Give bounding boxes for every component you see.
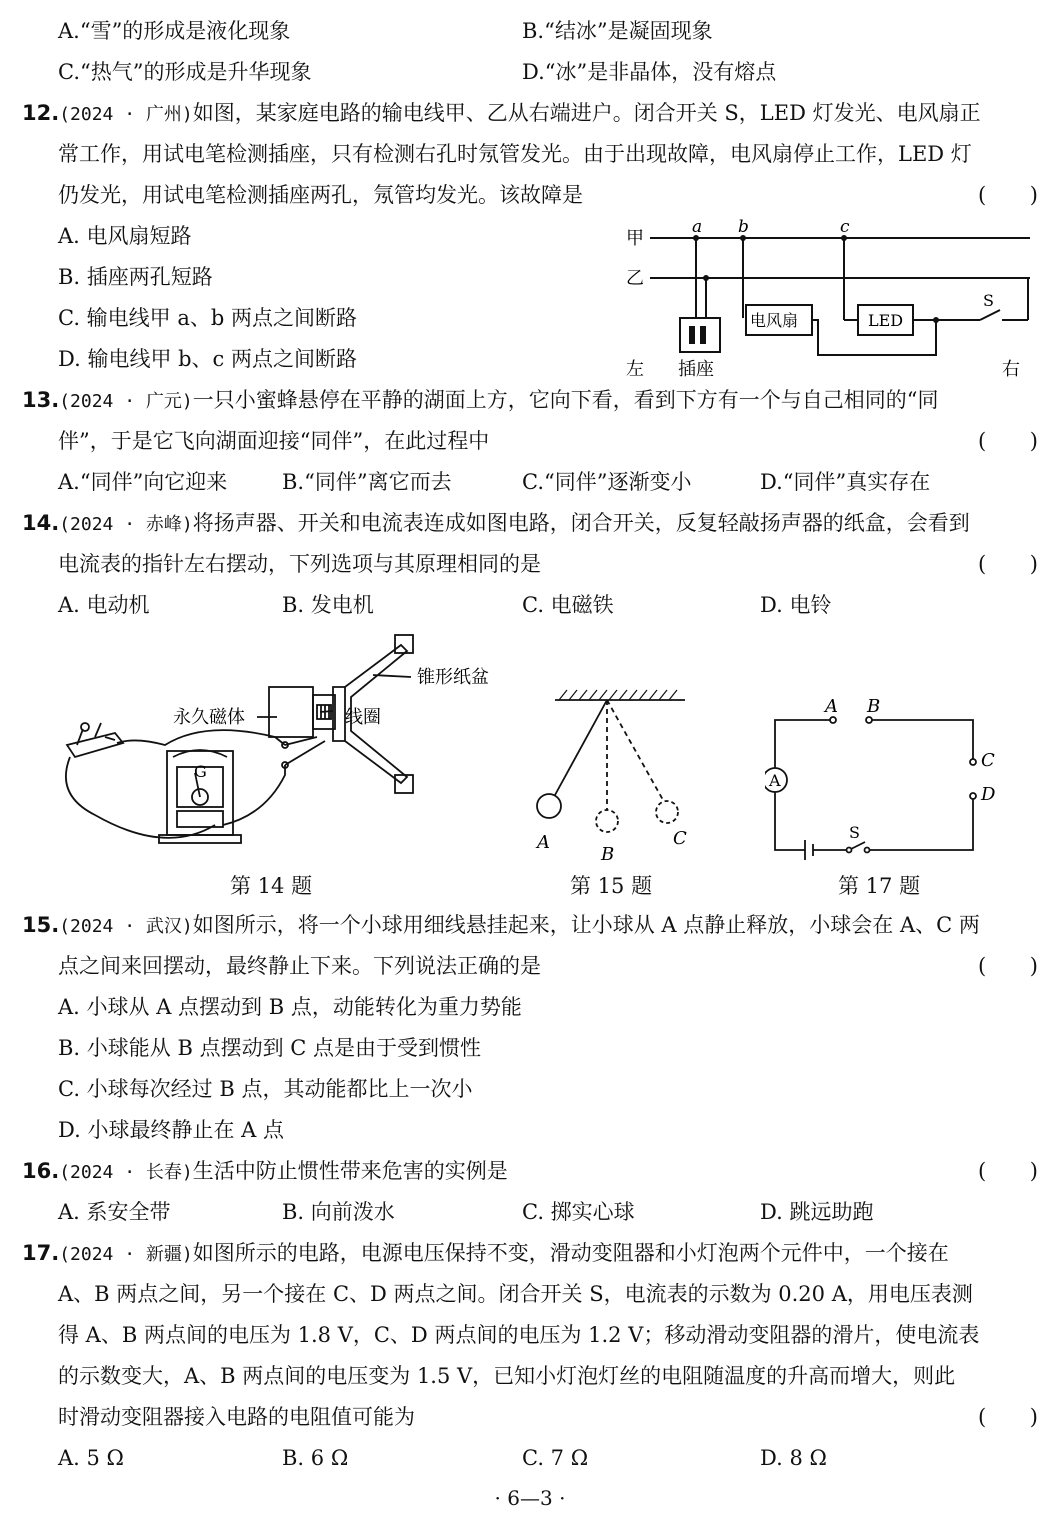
q15-option-d: D. 小球最终静止在 A 点 [58, 1118, 284, 1142]
pendulum-c-label: C [673, 828, 687, 849]
wire-yi-label: 乙 [626, 268, 644, 289]
q12-source: (2024 · 广州) [59, 104, 193, 125]
q14-option-a: A. 电动机 [58, 593, 150, 617]
q17-option-b: B. 6 Ω [282, 1446, 349, 1470]
terminal-d-label: D [981, 784, 996, 805]
switch-s-label: S [983, 291, 994, 310]
q17-circuit-figure [765, 690, 1025, 865]
q14-answer-bracket: ( ) [978, 552, 1038, 576]
q13-option-c: C.“同伴”逐渐变小 [522, 470, 692, 494]
q13-source: (2024 · 广元) [59, 391, 193, 412]
q13-number: 13. [22, 388, 60, 412]
q17-stem-line-3: 得 A、B 两点间的电压为 1.8 V，C、D 两点间的电压为 1.2 V；移动滑动变阻器的滑片，使电流表 [58, 1323, 980, 1347]
q14-speaker-figure [55, 625, 505, 870]
point-a-label: a [692, 217, 703, 237]
q14-source: (2024 · 赤峰) [59, 514, 193, 535]
q14-option-d: D. 电铃 [760, 593, 832, 617]
q17-text-1: 如图所示的电路，电源电压保持不变，滑动变阻器和小灯泡两个元件中，一个接在 [192, 1241, 949, 1265]
q14-stem-line-2: 电流表的指针左右摆动，下列选项与其原理相同的是 [58, 552, 541, 576]
q13-option-d: D.“同伴”真实存在 [760, 470, 931, 494]
q13-text-1: 一只小蜜蜂悬停在平静的湖面上方，它向下看，看到下方有一个与自己相同的“同 [192, 388, 939, 412]
terminal-c-label: C [981, 750, 995, 771]
page-number: · 6—3 · [494, 1486, 566, 1510]
q13-option-a: A.“同伴”向它迎来 [58, 470, 228, 494]
q16-answer-bracket: ( ) [978, 1159, 1038, 1183]
q12-stem-line-2: 常工作，用试电笔检测插座，只有检测右孔时氖管发光。由于出现故障，电风扇停止工作，LED 灯 [58, 142, 972, 166]
q17-stem-line-4: 的示数变大，A、B 两点间的电压变为 1.5 V，已知小灯泡灯丝的电阻随温度的升高而增大，则此 [58, 1364, 956, 1388]
q17-answer-bracket: ( ) [978, 1405, 1038, 1429]
point-c-label: c [840, 217, 850, 237]
q12-option-d: D. 输电线甲 b、c 两点之间断路 [58, 347, 357, 371]
q13-answer-bracket: ( ) [978, 429, 1038, 453]
q15-option-c: C. 小球每次经过 B 点，其动能都比上一次小 [58, 1077, 473, 1101]
terminal-b-label: B [867, 696, 881, 717]
q14-text-1: 将扬声器、开关和电流表连成如图电路，闭合开关，反复轻敲扬声器的纸盒，会看到 [192, 511, 970, 535]
q12-option-c: C. 输电线甲 a、b 两点之间断路 [58, 306, 357, 330]
q12-option-b: B. 插座两孔短路 [58, 265, 213, 289]
q14-option-c: C. 电磁铁 [522, 593, 614, 617]
figure-15-caption: 第 15 题 [570, 874, 653, 898]
q15-option-b: B. 小球能从 B 点摆动到 C 点是由于受到惯性 [58, 1036, 481, 1060]
q16-option-a: A. 系安全带 [58, 1200, 171, 1224]
coil-label: 线圈 [345, 707, 381, 728]
figure-17-caption: 第 17 题 [838, 874, 921, 898]
q12-stem-line-1 [22, 100, 981, 128]
pendulum-a-label: A [537, 832, 550, 853]
q13-stem-line-1 [22, 387, 938, 415]
q12-stem-line-3: 仍发光，用试电笔检测插座两孔，氖管均发光。该故障是 [58, 183, 583, 207]
q17-source: (2024 · 新疆) [59, 1244, 193, 1265]
right-label: 右 [1002, 359, 1020, 380]
q16-option-b: B. 向前泼水 [282, 1200, 395, 1224]
q15-source: (2024 · 武汉) [59, 916, 193, 937]
fan-label: 电风扇 [750, 311, 799, 330]
q15-number: 15. [22, 913, 60, 937]
q12-answer-bracket: ( ) [978, 183, 1038, 207]
ammeter-a-label: A [769, 771, 781, 790]
q17-switch-s-label: S [849, 823, 860, 842]
q17-option-a: A. 5 Ω [58, 1446, 124, 1470]
q15-text-1: 如图所示，将一个小球用细线悬挂起来，让小球从 A 点静止释放，小球会在 A、C 两 [192, 913, 980, 937]
q12-text-1: 如图，某家庭电路的输电线甲、乙从右端进户。闭合开关 S，LED 灯发光、电风扇正 [192, 101, 981, 125]
magnet-label: 永久磁体 [173, 707, 245, 728]
terminal-a-label: A [825, 696, 838, 717]
q13-stem-line-2: 伴”，于是它飞向湖面迎接“同伴”，在此过程中 [58, 429, 490, 453]
q17-option-c: C. 7 Ω [522, 1446, 589, 1470]
q14-stem-line-1 [22, 510, 970, 538]
q16-source: (2024 · 长春) [59, 1162, 193, 1183]
q17-stem-line-2: A、B 两点之间，另一个接在 C、D 两点之间。闭合开关 S，电流表的示数为 0.20 A，用电压表测 [58, 1282, 973, 1306]
figure-14-caption: 第 14 题 [230, 874, 313, 898]
q11-option-d: D.“冰”是非晶体，没有熔点 [522, 60, 777, 84]
q17-stem-line-1 [22, 1240, 949, 1268]
socket-label: 插座 [678, 359, 714, 380]
q11-option-b: B.“结冰”是凝固现象 [522, 19, 713, 43]
point-b-label: b [738, 217, 749, 237]
q15-answer-bracket: ( ) [978, 954, 1038, 978]
q15-pendulum-figure [525, 680, 725, 870]
q15-stem-line-1 [22, 912, 980, 940]
q16-option-d: D. 跳远助跑 [760, 1200, 874, 1224]
q16-number: 16. [22, 1159, 60, 1183]
q11-option-a: A.“雪”的形成是液化现象 [58, 19, 291, 43]
q13-option-b: B.“同伴”离它而去 [282, 470, 452, 494]
wire-jia-label: 甲 [626, 228, 644, 249]
cone-label: 锥形纸盆 [417, 667, 489, 688]
led-label: LED [868, 311, 904, 330]
q17-number: 17. [22, 1241, 60, 1265]
galvanometer-g-label: G [194, 762, 207, 781]
q16-text-1: 生活中防止惯性带来危害的实例是 [192, 1159, 508, 1183]
left-label: 左 [626, 359, 644, 380]
q15-option-a: A. 小球从 A 点摆动到 B 点，动能转化为重力势能 [58, 995, 522, 1019]
q12-number: 12. [22, 101, 60, 125]
q16-stem-line-1 [22, 1158, 508, 1186]
q17-option-d: D. 8 Ω [760, 1446, 827, 1470]
pendulum-b-label: B [601, 844, 615, 865]
q15-stem-line-2: 点之间来回摆动，最终静止下来。下列说法正确的是 [58, 954, 541, 978]
q14-option-b: B. 发电机 [282, 593, 374, 617]
q11-option-c: C.“热气”的形成是升华现象 [58, 60, 312, 84]
q16-option-c: C. 掷实心球 [522, 1200, 635, 1224]
q14-number: 14. [22, 511, 60, 535]
q12-circuit-diagram [610, 210, 1050, 385]
q17-stem-line-5: 时滑动变阻器接入电路的电阻值可能为 [58, 1405, 415, 1429]
q12-option-a: A. 电风扇短路 [58, 224, 192, 248]
